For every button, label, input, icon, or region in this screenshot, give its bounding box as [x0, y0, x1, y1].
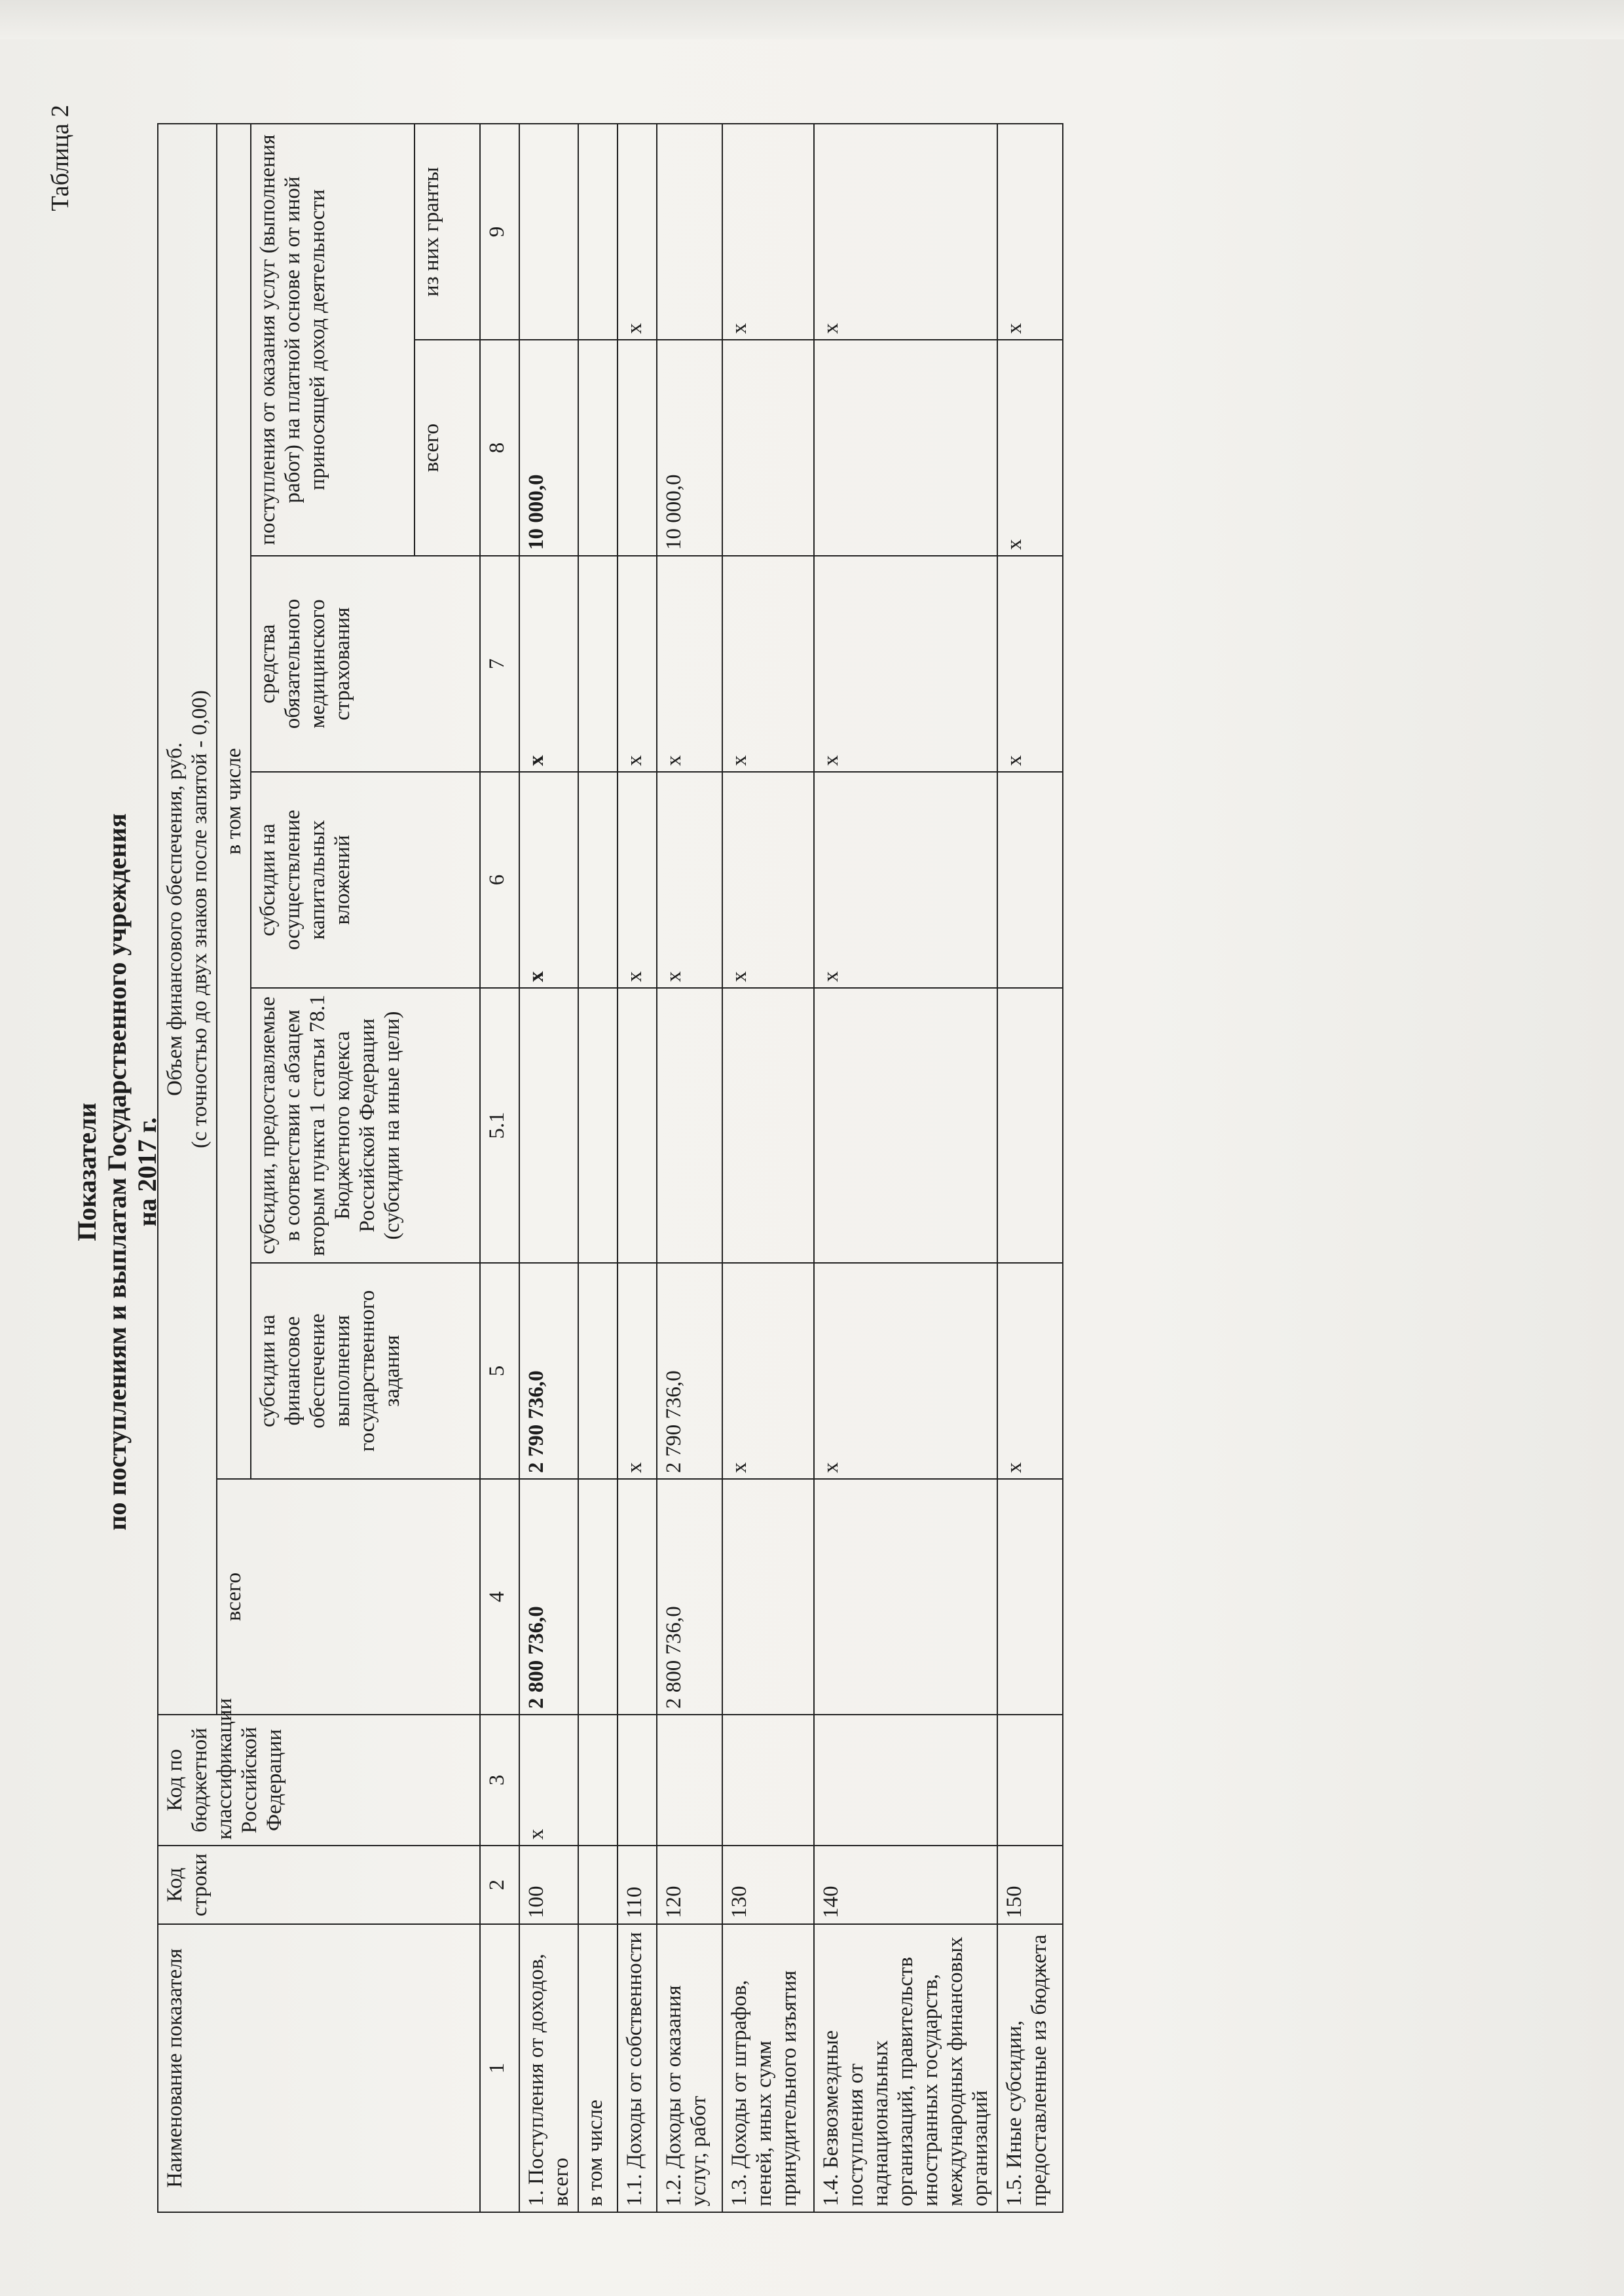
row-col5-1	[519, 988, 578, 1263]
column-number: 9	[480, 124, 519, 340]
row-name: 1.5. Иные субсидии, предоставленные из бюджета	[997, 1924, 1063, 2212]
header-row-code: Код строки	[158, 1846, 480, 1924]
row-col5: x	[618, 1263, 657, 1479]
column-number: 7	[480, 556, 519, 772]
financial-table	[157, 123, 1063, 2213]
row-col6	[997, 772, 1063, 988]
header-paid-services: поступления от оказания услуг (выполнения работ) на платной основе и от иной приносящей доход деятельности	[251, 124, 415, 556]
header-name: Наименование показателя	[158, 1924, 480, 2212]
row-kbk	[997, 1715, 1063, 1846]
row-total	[997, 1479, 1063, 1715]
row-col9: x	[722, 124, 814, 340]
row-kbk	[814, 1715, 997, 1846]
row-code: 110	[618, 1846, 657, 1924]
row-col5: x	[814, 1263, 997, 1479]
row-col9	[578, 124, 618, 340]
scan-edge	[0, 0, 1624, 39]
row-col8	[618, 340, 657, 556]
row-col5-1	[578, 988, 618, 1263]
row-col7: x	[618, 556, 657, 772]
row-col6: x	[722, 772, 814, 988]
table-row	[578, 124, 618, 2212]
row-col7: x	[814, 556, 997, 772]
row-name: 1.3. Доходы от штрафов, пеней, иных сумм принудительного изъятия	[722, 1924, 814, 2212]
row-kbk	[657, 1715, 722, 1846]
header-grants: из них гранты	[415, 124, 480, 340]
row-code: 100	[519, 1846, 578, 1924]
row-col8: 10 000,0	[657, 340, 722, 556]
row-total	[618, 1479, 657, 1715]
header-paid-total: всего	[415, 340, 480, 556]
row-col7: x	[657, 556, 722, 772]
row-col5: x	[722, 1263, 814, 1479]
row-col8: 10 000,0	[519, 340, 578, 556]
row-col6	[578, 772, 618, 988]
row-col5: x	[997, 1263, 1063, 1479]
rotated-document	[26, 92, 1532, 2252]
row-code: 130	[722, 1846, 814, 1924]
row-col9: x	[618, 124, 657, 340]
column-number: 6	[480, 772, 519, 988]
row-name: 1.1. Доходы от собственности	[618, 1924, 657, 2212]
row-kbk	[578, 1715, 618, 1846]
row-name: в том числе	[578, 1924, 618, 2212]
row-total: 2 800 736,0	[657, 1479, 722, 1715]
row-col6: x	[519, 772, 578, 988]
header-budget-code: Код по бюджетной классификации Российской Федерации	[158, 1715, 480, 1846]
row-code	[578, 1846, 618, 1924]
header-including: в том числе	[217, 124, 251, 1479]
row-col7	[578, 556, 618, 772]
row-name: 1.2. Доходы от оказания услуг, работ	[657, 1924, 722, 2212]
row-col9	[657, 124, 722, 340]
document-title	[72, 354, 162, 1990]
row-col9	[519, 124, 578, 340]
row-kbk	[618, 1715, 657, 1846]
column-number: 8	[480, 340, 519, 556]
header-sub-capital: субсидии на осуществление капитальных вложений	[251, 772, 480, 988]
row-col5	[578, 1263, 618, 1479]
header-total: всего	[217, 1479, 480, 1715]
row-total	[578, 1479, 618, 1715]
row-col6: x	[814, 772, 997, 988]
row-col5: 2 790 736,0	[519, 1263, 578, 1479]
column-number: 2	[480, 1846, 519, 1924]
row-total	[722, 1479, 814, 1715]
row-col5-1	[618, 988, 657, 1263]
row-col5-1	[814, 988, 997, 1263]
table-row	[814, 124, 997, 2212]
row-code: 120	[657, 1846, 722, 1924]
row-col9: x	[814, 124, 997, 340]
header-sub-state-task: субсидии на финансовое обеспечение выполнения государственного задания	[251, 1263, 480, 1479]
row-code: 140	[814, 1846, 997, 1924]
table-caption: Таблица 2	[46, 105, 74, 211]
header-volume-line: Объем финансового обеспечения, руб.	[163, 742, 187, 1096]
row-code: 150	[997, 1846, 1063, 1924]
row-col5: 2 790 736,0	[657, 1263, 722, 1479]
column-number: 5	[480, 1263, 519, 1479]
row-col9: x	[997, 124, 1063, 340]
table-row	[618, 124, 657, 2212]
row-kbk	[722, 1715, 814, 1846]
header-oms: средства обязательного медицинского страхования	[251, 556, 480, 772]
row-col8	[814, 340, 997, 556]
table-row	[657, 124, 722, 2212]
row-col7: x	[722, 556, 814, 772]
header-volume	[158, 124, 217, 1715]
table-row	[722, 124, 814, 2212]
row-col8: x	[997, 340, 1063, 556]
table-row	[997, 124, 1063, 2212]
column-number: 1	[480, 1924, 519, 2212]
row-name: 1.4. Безвозмездные поступления от наднациональных организаций, правительств иностранных государств, международных финансовых организаций	[814, 1924, 997, 2212]
row-col6: x	[618, 772, 657, 988]
row-total	[814, 1479, 997, 1715]
row-col5-1	[997, 988, 1063, 1263]
title-line: Показатели	[72, 1102, 101, 1241]
row-col8	[578, 340, 618, 556]
row-col5-1	[722, 988, 814, 1263]
row-name: 1. Поступления от доходов, всего	[519, 1924, 578, 2212]
column-number: 3	[480, 1715, 519, 1846]
row-col7: x	[997, 556, 1063, 772]
row-col6: x	[657, 772, 722, 988]
row-col5-1	[657, 988, 722, 1263]
column-number: 5.1	[480, 988, 519, 1263]
header-volume-line: (с точностью до двух знаков после запятой - 0,00)	[188, 690, 212, 1148]
title-line: на 2017 г.	[132, 1117, 162, 1227]
row-col8	[722, 340, 814, 556]
row-kbk: x	[519, 1715, 578, 1846]
table-row	[519, 124, 578, 2212]
title-line: по поступлениям и выплатам Государственного учреждения	[102, 813, 132, 1531]
row-total: 2 800 736,0	[519, 1479, 578, 1715]
column-number: 4	[480, 1479, 519, 1715]
header-sub-other: субсидии, предоставляемые в соответствии с абзацем вторым пункта 1 статьи 78.1 Бюджетного кодекса Российской Федерации (субсидии на иные цели)	[251, 988, 480, 1263]
row-col7: x	[519, 556, 578, 772]
